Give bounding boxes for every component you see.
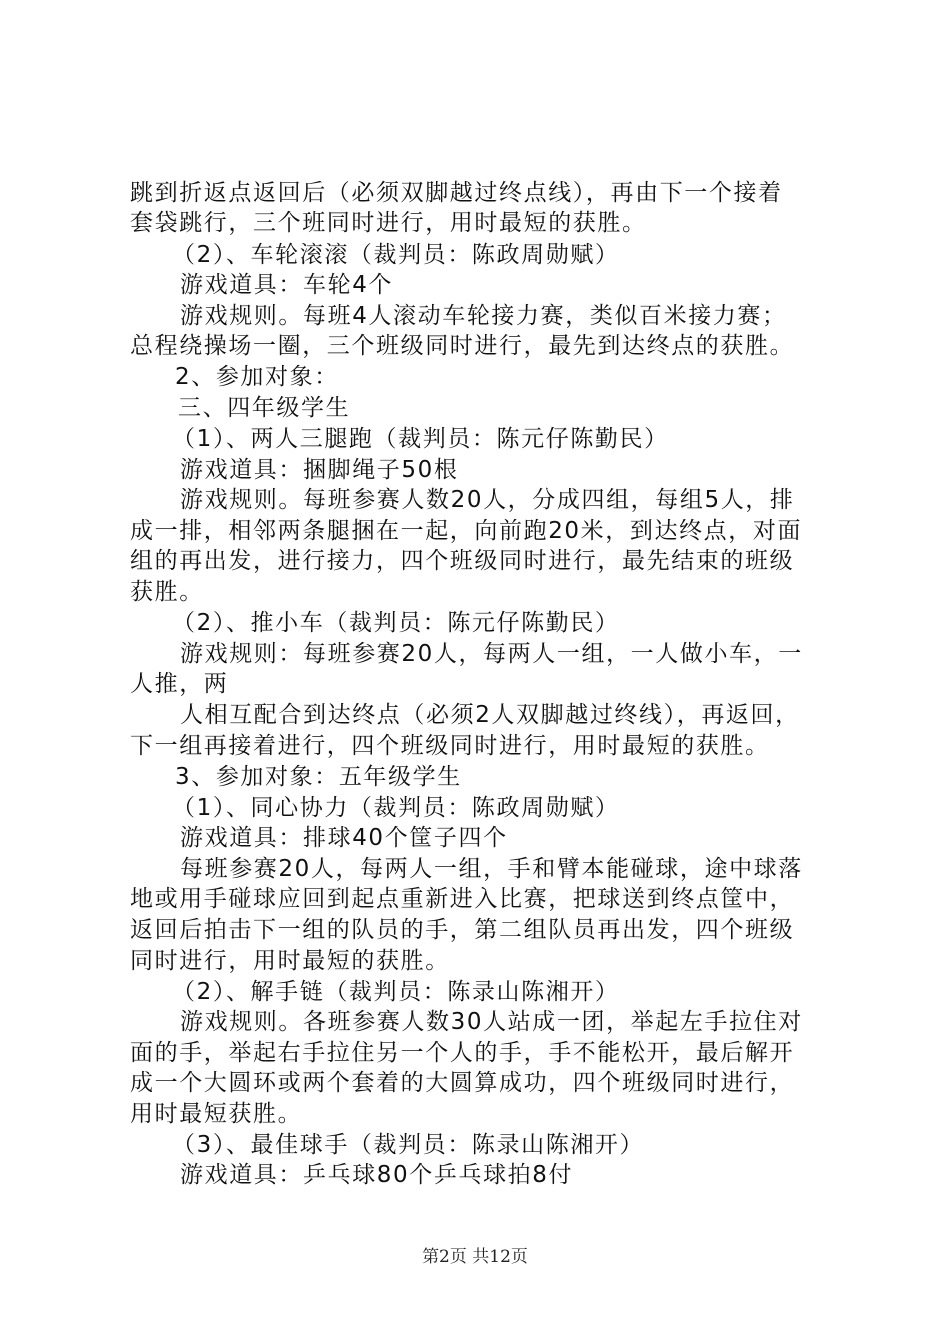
text-line: 套袋跳行，三个班同时进行，用时最短的获胜。 xyxy=(130,210,647,236)
text-line: 游戏规则。各班参赛人数30人站成一团，举起左手拉住对 xyxy=(180,1009,803,1035)
page-number-footer: 第2页 共12页 xyxy=(422,1247,528,1267)
text-line: 人推，两 xyxy=(130,671,229,697)
text-line: （3）、最佳球手（裁判员：陈录山陈湘开） xyxy=(172,1132,645,1158)
text-line: （1）、同心协力（裁判员：陈政周勋赋） xyxy=(172,795,620,821)
text-line: 下一组再接着进行，四个班级同时进行，用时最短的获胜。 xyxy=(130,733,770,759)
text-line: 游戏道具：排球40个筐子四个 xyxy=(180,825,508,851)
text-line: 组的再出发，进行接力，四个班级同时进行，最先结束的班级 xyxy=(130,548,795,574)
text-line: 三、四年级学生 xyxy=(178,395,351,421)
text-line: 人相互配合到达终点（必须2人双脚越过终线），再返回， xyxy=(180,702,800,728)
text-line: 同时进行，用时最短的获胜。 xyxy=(130,948,450,974)
text-line: 跳到折返点返回后（必须双脚越过终点线），再由下一个接着 xyxy=(130,180,783,206)
text-line: 成一排，相邻两条腿捆在一起，向前跑20米，到达终点，对面 xyxy=(130,518,803,544)
text-line: 获胜。 xyxy=(130,579,204,605)
text-line: 成一个大圆环或两个套着的大圆算成功，四个班级同时进行， xyxy=(130,1070,795,1096)
text-line: 游戏道具：乒乓球80个乒乓球拍8付 xyxy=(180,1162,574,1188)
text-line: （2）、解手链（裁判员：陈录山陈湘开） xyxy=(172,979,620,1005)
text-line: 游戏规则。每班参赛人数20人，分成四组，每组5人，排 xyxy=(180,487,795,513)
text-line: （1）、两人三腿跑（裁判员：陈元仔陈勤民） xyxy=(172,426,669,452)
text-line: 返回后拍击下一组的队员的手，第二组队员再出发，四个班级 xyxy=(130,917,795,943)
text-line: 面的手，举起右手拉住另一个人的手，手不能松开，最后解开 xyxy=(130,1040,795,1066)
text-line: 游戏规则。每班4人滚动车轮接力赛，类似百米接力赛； xyxy=(180,303,787,329)
text-line: （2）、推小车（裁判员：陈元仔陈勤民） xyxy=(172,610,620,636)
text-line: 总程绕操场一圈，三个班级同时进行，最先到达终点的获胜。 xyxy=(130,333,795,359)
text-line: 每班参赛20人，每两人一组，手和臂本能碰球，途中球落 xyxy=(180,856,803,882)
text-line: 3、参加对象：五年级学生 xyxy=(175,764,462,790)
text-line: 地或用手碰球应回到起点重新进入比赛，把球送到终点筐中， xyxy=(130,886,795,912)
text-line: （2）、车轮滚滚（裁判员：陈政周勋赋） xyxy=(172,242,620,268)
text-line: 用时最短获胜。 xyxy=(130,1101,303,1127)
text-line: 游戏道具：车轮4个 xyxy=(180,272,394,298)
text-line: 游戏道具：捆脚绳子50根 xyxy=(180,457,459,483)
text-line: 2、参加对象： xyxy=(175,364,339,390)
text-line: 游戏规则：每班参赛20人，每两人一组，一人做小车，一 xyxy=(180,641,803,667)
